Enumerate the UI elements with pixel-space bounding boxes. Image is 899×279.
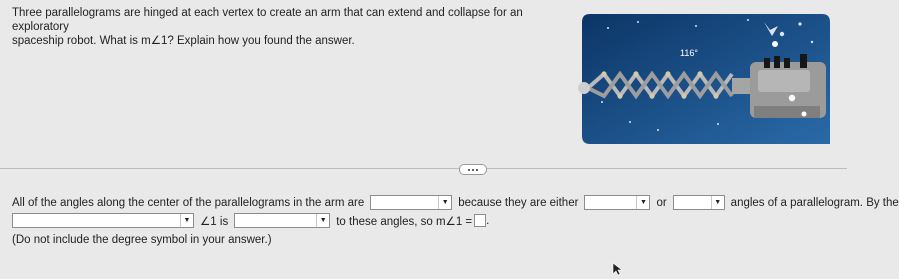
chevron-down-icon: ▼	[711, 196, 724, 209]
angle-number: 1	[161, 35, 168, 47]
answer-text-6: to these angles, so m∠1 =	[336, 215, 473, 228]
chevron-down-icon: ▼	[180, 214, 193, 227]
dropdown-angle-type-1[interactable]	[584, 195, 650, 210]
angle-answer-input[interactable]	[474, 214, 486, 227]
answer-note: (Do not include the degree symbol in your answer.)	[12, 234, 272, 246]
answer-line-2: ▼ ∠1 is ▼ to these angles, so m∠1 = .	[12, 213, 489, 228]
question-line-2	[12, 34, 537, 48]
section-divider	[0, 168, 847, 169]
angle-label-116: 116°	[680, 48, 698, 58]
answer-line-1	[12, 195, 899, 210]
robot-arm-illustration	[568, 4, 836, 152]
dropdown-angle-relation[interactable]	[370, 195, 452, 210]
question-line-2-pre: spaceship robot. What is m	[12, 35, 151, 47]
answer-text-1: All of the angles along the center of the parallelograms in the arm are	[12, 196, 365, 209]
question-line-1: Three parallelograms are hinged at each vertex to create an arm that can extend and collapse for an exploratory	[12, 7, 523, 33]
chevron-down-icon: ▼	[438, 196, 451, 209]
question-line-2-post: ? Explain how you found the answer.	[167, 35, 355, 47]
answer-text-3: or	[656, 196, 667, 209]
dropdown-angle-type-2[interactable]	[673, 195, 725, 210]
mouse-cursor-icon	[612, 262, 624, 276]
dropdown-relationship[interactable]	[234, 213, 330, 228]
dropdown-theorem[interactable]	[12, 213, 194, 228]
expand-more-button[interactable]	[459, 164, 487, 175]
chevron-down-icon: ▼	[316, 214, 329, 227]
answer-text-2: because they are either	[458, 196, 579, 209]
answer-text-4: angles of a parallelogram. By the	[730, 196, 899, 209]
angle-symbol: ∠	[150, 35, 162, 47]
answer-text-5: ∠1 is	[200, 215, 229, 228]
question-text	[12, 6, 537, 48]
chevron-down-icon: ▼	[636, 196, 649, 209]
